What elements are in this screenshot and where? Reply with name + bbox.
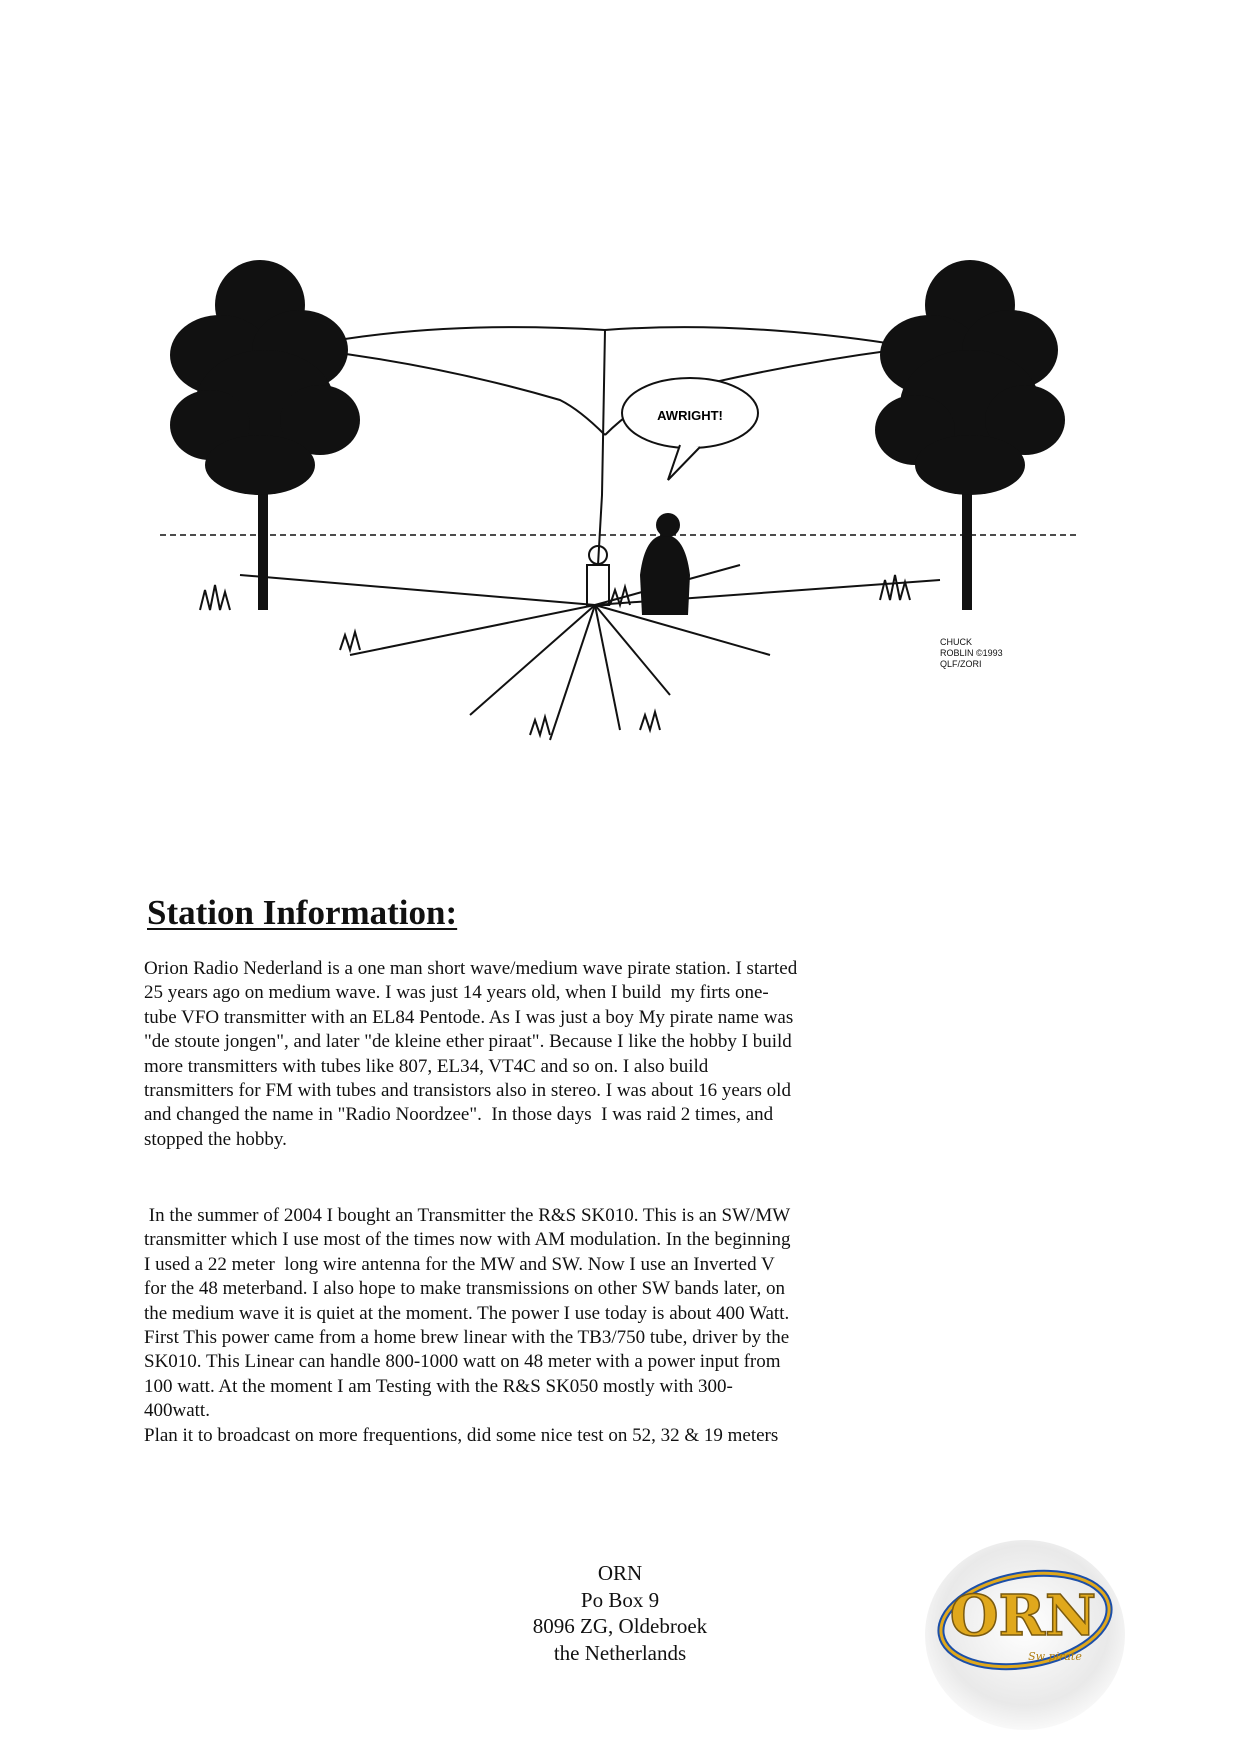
speech-bubble-text: AWRIGHT! xyxy=(657,408,723,423)
signature-line-1: CHUCK xyxy=(940,637,973,647)
logo-text: ORN xyxy=(949,1583,1097,1649)
orn-logo xyxy=(915,1525,1130,1735)
logo-tagline: Sw pirate xyxy=(1028,1650,1082,1663)
address-line-country: the Netherlands xyxy=(553,1640,687,1665)
paragraph-equipment: In the summer of 2004 I bought an Transmitter the R&S SK010. This is an SW/MW transmitter which I use most of the times now with AM modulation. In the beginning I used a 22 meter long wire antenna for the MW and SW. Now I use an Inverted V for the 48 meterband. I also hope to make transmissions on other SW bands later, on the medium wave it is quiet at the moment. The power I use today is about 400 Watt. First This power came from a home brew linear with the TB3/750 tube, driver by the SK010. This Linear can handle 800-1000 watt on 48 meter with a power input from 100 watt. At the moment I am Testing with the R&S SK050 mostly with 300- 400watt. Plan it to broadcast on more frequentions, did some nice test on 52, 32 & 19 meters xyxy=(144,1205,791,1446)
postal-address xyxy=(460,1560,780,1666)
signature-line-3: QLF/ZORI xyxy=(940,659,982,669)
paragraph-history: Orion Radio Nederland is a one man short wave/medium wave pirate station. I started 25 years ago on medium wave. I was just 14 years old, when I build my firts one- tube VFO transmitter with an EL84 Pentode. As I was just a boy My pirate name was "de stoute jongen", and later "de kleine ether piraat". Because I like the hobby I build more transmitters with tubes like 807, EL34, VT4C and so on. I also build transmitters for FM with tubes and transistors also in stereo. I was about 16 years old and changed the name in "Radio Noordzee". In those days I was raid 2 times, and stopped the hobby. xyxy=(144,958,798,1150)
section-heading: Station Information: xyxy=(147,893,458,932)
address-line-name: ORN xyxy=(597,1561,643,1585)
address-line-city: 8096 ZG, Oldebroek xyxy=(532,1614,708,1638)
address-line-pobox: Po Box 9 xyxy=(580,1587,660,1612)
antenna-cartoon-illustration xyxy=(140,235,1100,810)
signature-line-2: ROBLIN ©1993 xyxy=(940,648,1003,658)
